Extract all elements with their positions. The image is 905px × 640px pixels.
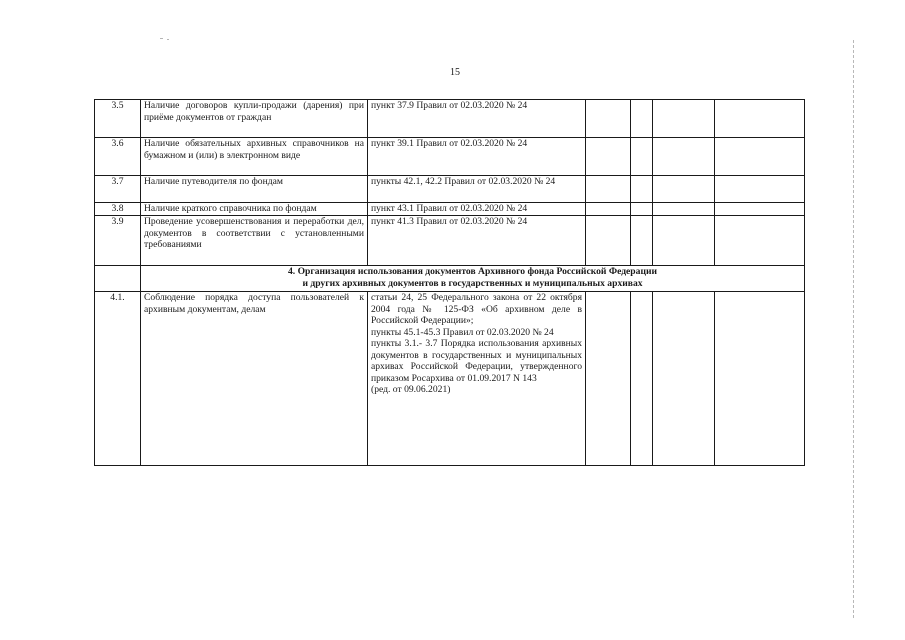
page-number: 15 <box>450 67 460 78</box>
answer-cell-yes <box>586 292 631 466</box>
reference-cell: пункт 41.3 Правил от 02.03.2020 № 24 <box>368 216 586 266</box>
answer-cell-na <box>653 203 715 216</box>
notes-cell <box>715 203 805 216</box>
scan-speck <box>160 38 163 39</box>
reference-cell <box>368 292 586 466</box>
notes-cell <box>715 100 805 138</box>
checklist-table <box>94 99 805 466</box>
answer-cell-yes <box>586 176 631 203</box>
row-number: 4.1. <box>95 292 141 466</box>
reference-line: (ред. от 09.06.2021) <box>371 384 451 395</box>
reference-line: пункты 45.1-45.3 Правил от 02.03.2020 № 24 <box>371 326 554 338</box>
answer-cell-no <box>631 138 653 176</box>
answer-cell-yes <box>586 138 631 176</box>
row-number: 3.8 <box>95 203 141 216</box>
requirement-cell: Наличие договоров купли-продажи (дарения) при приёме документов от граждан <box>141 100 368 138</box>
row-number: 3.7 <box>95 176 141 203</box>
notes-cell <box>715 216 805 266</box>
section-header-row <box>95 266 805 292</box>
section-title <box>141 266 805 292</box>
answer-cell-na <box>653 100 715 138</box>
row-number: 3.9 <box>95 216 141 266</box>
notes-cell <box>715 138 805 176</box>
reference-line: пункты 3.1.- 3.7 Порядка использования архивных документов в государственных и муниципальных архивах Российской Федерации, утвержденного приказом Росархива от 01.09.2017 N 143 <box>371 338 582 384</box>
answer-cell-no <box>631 203 653 216</box>
row-number: 3.5 <box>95 100 141 138</box>
reference-line: статьи 24, 25 Федерального закона от 22 октября 2004 года № 125-ФЗ «Об архивном деле в Российской Федерации»; <box>371 292 582 326</box>
requirement-cell: Наличие краткого справочника по фондам <box>141 203 368 216</box>
answer-cell-no <box>631 216 653 266</box>
table-row <box>95 138 805 176</box>
requirement-cell: Проведение усовершенствования и переработки дел, документов в соответствии с установленными требованиями <box>141 216 368 266</box>
section-title-line: и других архивных документов в государственных и муниципальных архивах <box>302 277 643 289</box>
answer-cell-yes <box>586 203 631 216</box>
table-row <box>95 203 805 216</box>
reference-cell: пункт 37.9 Правил от 02.03.2020 № 24 <box>368 100 586 138</box>
reference-cell: пункт 43.1 Правил от 02.03.2020 № 24 <box>368 203 586 216</box>
scan-edge-line <box>853 40 854 620</box>
answer-cell-no <box>631 292 653 466</box>
section-number-cell <box>95 266 141 292</box>
section-title-line: 4. Организация использования документов Архивного фонда Российской Федерации <box>287 266 658 277</box>
answer-cell-na <box>653 216 715 266</box>
answer-cell-yes <box>586 100 631 138</box>
answer-cell-yes <box>586 216 631 266</box>
requirement-cell: Соблюдение порядка доступа пользователей к архивным документам, делам <box>141 292 368 466</box>
answer-cell-na <box>653 292 715 466</box>
table-row <box>95 100 805 138</box>
answer-cell-na <box>653 138 715 176</box>
table-row <box>95 176 805 203</box>
reference-cell: пункт 39.1 Правил от 02.03.2020 № 24 <box>368 138 586 176</box>
table-row <box>95 292 805 466</box>
requirement-cell: Наличие путеводителя по фондам <box>141 176 368 203</box>
table-row <box>95 216 805 266</box>
row-number: 3.6 <box>95 138 141 176</box>
notes-cell <box>715 292 805 466</box>
answer-cell-no <box>631 100 653 138</box>
answer-cell-no <box>631 176 653 203</box>
answer-cell-na <box>653 176 715 203</box>
requirement-cell: Наличие обязательных архивных справочников на бумажном и (или) в электронном виде <box>141 138 368 176</box>
scan-speck <box>167 39 169 40</box>
notes-cell <box>715 176 805 203</box>
reference-cell: пункты 42.1, 42.2 Правил от 02.03.2020 № 24 <box>368 176 586 203</box>
